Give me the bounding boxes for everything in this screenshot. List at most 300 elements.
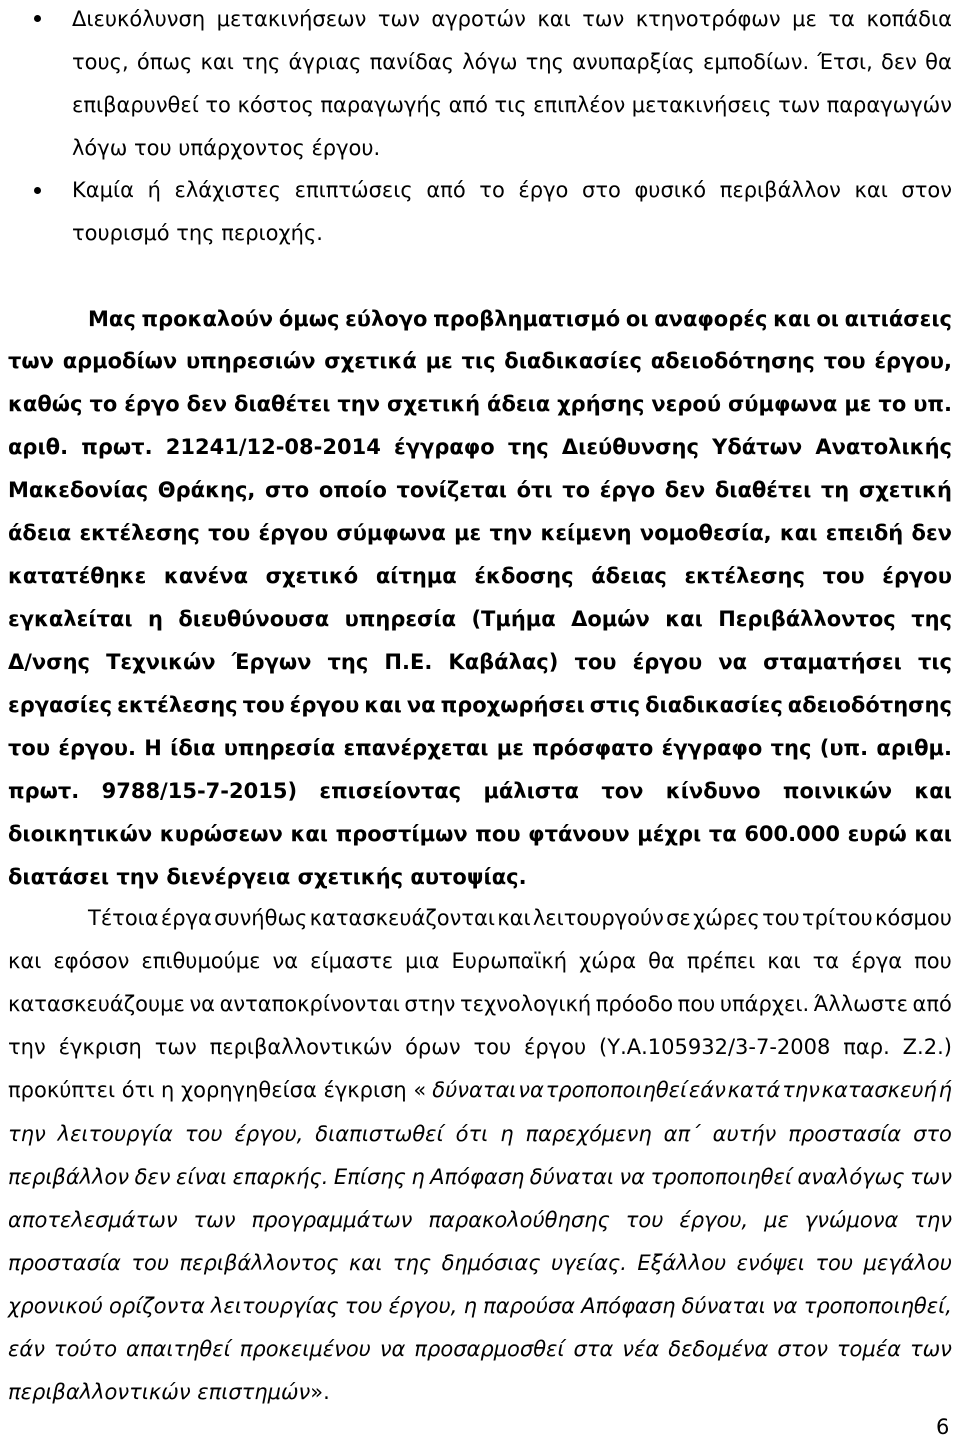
word: επειδή xyxy=(825,521,904,545)
final-paragraph-line-1 xyxy=(88,903,952,933)
word: τις xyxy=(461,349,496,373)
word: δεν xyxy=(186,392,228,416)
word: υπάρχει. xyxy=(719,992,810,1016)
word: επισείοντας xyxy=(319,779,462,803)
word: απαιτηθεί xyxy=(126,1337,231,1361)
word: δεν xyxy=(134,1165,171,1189)
word: με xyxy=(792,7,817,31)
word: τροποποιηθεί xyxy=(650,1165,792,1189)
word: υπ. xyxy=(913,392,952,416)
bold-paragraph-line xyxy=(8,432,952,462)
word: στο xyxy=(265,478,310,502)
word: Δομών xyxy=(571,607,650,631)
word: σύμφωνα xyxy=(727,392,838,416)
word: εύλογο xyxy=(345,307,428,331)
word: σχετικό xyxy=(265,564,359,588)
word: όρων xyxy=(405,1035,461,1059)
word: του xyxy=(823,349,866,373)
word: ότι xyxy=(516,478,553,502)
word: διαδικασίες xyxy=(504,349,642,373)
word: υπηρεσία xyxy=(344,607,457,631)
word: προκαλούν xyxy=(141,307,274,331)
word: στην xyxy=(404,992,456,1016)
word: σύμφωνα xyxy=(336,521,446,545)
word: της xyxy=(525,50,564,74)
word: των xyxy=(778,93,821,117)
word: την xyxy=(489,521,533,545)
word: μέχρι xyxy=(637,822,702,846)
word: 9788/15-7-2015) xyxy=(101,779,298,803)
word: φυσικό xyxy=(634,178,707,202)
word: έργο xyxy=(124,392,180,416)
word: να xyxy=(771,1294,798,1318)
word: άδεια xyxy=(487,392,551,416)
word: Άλλωστε xyxy=(813,992,908,1016)
word: και xyxy=(914,779,952,803)
word: της xyxy=(242,50,281,74)
word: ενόψει xyxy=(736,1251,805,1275)
word: και xyxy=(854,178,888,202)
word: άδεια xyxy=(8,521,72,545)
word: Θράκης, xyxy=(157,478,256,502)
word: και xyxy=(364,693,402,717)
word: έργο xyxy=(518,178,569,202)
word: Υδάτων xyxy=(712,435,803,459)
word: με xyxy=(496,736,524,760)
word: που xyxy=(914,949,952,973)
word: του xyxy=(815,1251,854,1275)
word: που xyxy=(677,992,716,1016)
word: μάλιστα xyxy=(483,779,579,803)
word: προγραμμάτων xyxy=(251,1208,413,1232)
word: θα xyxy=(648,949,675,973)
final-paragraph-line-5 xyxy=(8,1075,952,1105)
word: λειτουργία xyxy=(57,1122,173,1146)
bullet-dot xyxy=(34,15,41,22)
word: του xyxy=(625,1208,664,1232)
quote-line xyxy=(8,1291,952,1321)
word: την xyxy=(337,392,381,416)
word: διαπιστωθεί xyxy=(315,1122,444,1146)
word: και xyxy=(779,521,818,545)
word: διαδικασίες xyxy=(645,693,783,717)
word: κανένα xyxy=(163,564,248,588)
word: του xyxy=(574,650,617,674)
word: σχετική xyxy=(387,392,481,416)
word: μια xyxy=(405,949,440,973)
word: καθώς xyxy=(8,392,83,416)
word: ή xyxy=(147,178,161,202)
word: παραγωγής xyxy=(320,93,443,117)
word: αρμοδίων xyxy=(62,349,178,373)
bold-paragraph-line xyxy=(8,776,952,806)
final-paragraph-last-line xyxy=(8,1377,330,1407)
word: να xyxy=(406,693,436,717)
word: τεχνολογική xyxy=(459,992,592,1016)
word: Μακεδονίας xyxy=(8,478,149,502)
word: όμως xyxy=(278,307,340,331)
word: ή xyxy=(938,1078,952,1102)
word: περιβάλλον xyxy=(8,1165,130,1189)
word: και xyxy=(200,50,234,74)
word: της xyxy=(392,1251,432,1275)
word: ελάχιστες xyxy=(174,178,281,202)
word: το xyxy=(479,178,505,202)
word: Έργων xyxy=(231,650,312,674)
word: χρονικού xyxy=(8,1294,103,1318)
word: στον xyxy=(901,178,952,202)
word: Ανατολικής xyxy=(815,435,952,459)
word: υπηρεσία xyxy=(223,736,336,760)
bold-paragraph-line xyxy=(8,518,952,548)
bold-paragraph-line xyxy=(8,561,952,591)
word: της xyxy=(327,650,369,674)
word: το xyxy=(89,392,118,416)
final-paragraph-line-2 xyxy=(8,946,952,976)
word: τονίζεται xyxy=(396,478,507,502)
word: επιθυμούμε xyxy=(141,949,261,973)
word: και xyxy=(767,949,801,973)
word: εάν xyxy=(8,1337,45,1361)
word: και xyxy=(537,7,571,31)
word: Δ/νσης xyxy=(8,650,90,674)
word: εφόσον xyxy=(53,949,130,973)
word: Π.Ε. xyxy=(384,650,433,674)
word: κατά xyxy=(727,1078,781,1102)
word: λειτουργίας xyxy=(210,1294,339,1318)
word: του xyxy=(208,521,251,545)
word: έργου, xyxy=(679,1208,749,1232)
quote-line xyxy=(8,1162,952,1192)
word: να xyxy=(718,650,748,674)
word: αποτελεσμάτων xyxy=(8,1208,178,1232)
word: την xyxy=(8,1035,46,1059)
bold-paragraph-line xyxy=(88,304,952,334)
word: συνήθως xyxy=(214,906,308,930)
word: στις xyxy=(589,693,641,717)
word: λόγω xyxy=(462,50,518,74)
word: έκδοσης xyxy=(474,564,574,588)
word: παρακολούθησης xyxy=(428,1208,610,1232)
bold-paragraph-line xyxy=(8,647,952,677)
word: έργου, xyxy=(234,1122,304,1146)
word: άδειας xyxy=(591,564,667,588)
word: προστίμων xyxy=(335,822,468,846)
word: Καμία xyxy=(72,178,134,202)
word: τις xyxy=(494,93,527,117)
word: του xyxy=(184,1122,223,1146)
word: οι xyxy=(625,307,649,331)
bold-paragraph-line xyxy=(8,733,952,763)
word: σχετικά xyxy=(324,349,417,373)
word: έργα xyxy=(851,949,903,973)
word: με xyxy=(844,392,872,416)
word: στα xyxy=(573,1337,614,1361)
word: πανίδας xyxy=(369,50,454,74)
word: δύναται xyxy=(529,1165,614,1189)
word: μεγάλου xyxy=(863,1251,952,1275)
word: δεδομένα xyxy=(668,1337,769,1361)
word: ορίζοντα xyxy=(109,1294,205,1318)
word: χώρα xyxy=(579,949,637,973)
word: αγροτών xyxy=(431,7,526,31)
word: θα xyxy=(925,50,952,74)
word: του xyxy=(822,564,865,588)
word: έργο xyxy=(599,478,656,502)
word: όπως xyxy=(136,50,193,74)
word: Απόφαση xyxy=(581,1294,676,1318)
word: Έτσι, xyxy=(817,50,873,74)
bullet-1-line-3 xyxy=(72,90,952,120)
word: αριθμ. xyxy=(876,736,952,760)
word: ανυπαρξίας xyxy=(572,50,695,74)
word: υπηρεσιών xyxy=(185,349,316,373)
word: δεν xyxy=(911,521,952,545)
word: τούτο xyxy=(53,1337,118,1361)
word: εκτέλεσης xyxy=(684,564,805,588)
word: επιπτώσεις xyxy=(294,178,413,202)
word: της xyxy=(770,736,812,760)
word: των xyxy=(377,7,420,31)
word: παρούσα xyxy=(483,1294,576,1318)
word: εκτέλεσης xyxy=(79,521,200,545)
word: στο xyxy=(913,1122,952,1146)
word: την xyxy=(782,1078,820,1102)
word: φτάνουν xyxy=(528,822,630,846)
word: Περιβάλλοντος xyxy=(718,607,896,631)
word: τρίτου xyxy=(801,906,873,930)
final-paragraph-line-3 xyxy=(8,989,952,1019)
word: τον xyxy=(601,779,644,803)
word: κατασκευή xyxy=(821,1078,937,1102)
word: χώρες xyxy=(693,906,760,930)
word: κατασκευάζουμε xyxy=(8,992,185,1016)
word: των xyxy=(8,349,54,373)
word: αριθ. xyxy=(8,435,69,459)
word: (υπ. xyxy=(819,736,869,760)
word: με xyxy=(425,349,453,373)
word: αιτιάσεις xyxy=(844,307,952,331)
word: αδειοδότησης xyxy=(650,349,815,373)
word: παρεχόμενη xyxy=(525,1122,652,1146)
word: εμποδίων. xyxy=(702,50,810,74)
word: ποινικών xyxy=(782,779,893,803)
word: τομέα xyxy=(836,1337,901,1361)
word: δύναται xyxy=(681,1294,766,1318)
word: με xyxy=(454,521,482,545)
word: δεν xyxy=(880,50,917,74)
word: δεν xyxy=(664,478,706,502)
word: και xyxy=(290,822,328,846)
word: προκειμένου xyxy=(239,1337,371,1361)
word: του xyxy=(344,1294,383,1318)
bold-paragraph-line xyxy=(8,389,952,419)
word: Ευρωπαϊκή xyxy=(451,949,568,973)
word: ανταποκρίνονται xyxy=(219,992,400,1016)
word: την xyxy=(914,1208,952,1232)
word: έργου. xyxy=(58,736,136,760)
word: Μας xyxy=(88,307,136,331)
word: να xyxy=(189,992,216,1016)
word: διαθέτει xyxy=(714,478,812,502)
bullet-1-line-1 xyxy=(72,4,952,34)
word: άγριας xyxy=(288,50,362,74)
word: (Υ.Α.105932/3-7-2008 xyxy=(599,1035,831,1059)
word: και xyxy=(914,822,952,846)
word: τα xyxy=(708,822,737,846)
word: έργου xyxy=(882,564,952,588)
word: εάν xyxy=(688,1078,726,1102)
word: την xyxy=(8,1122,46,1146)
final-paragraph-line-4 xyxy=(8,1032,952,1062)
word: η xyxy=(500,1122,514,1146)
bullet-1-line-4: λόγω του υπάρχοντος έργου. xyxy=(72,136,381,160)
word: περιβάλλον xyxy=(719,178,841,202)
word: τη xyxy=(820,478,850,502)
word: τροποποιηθεί xyxy=(545,1078,688,1102)
bullet-dot xyxy=(34,187,41,194)
word: σε xyxy=(666,906,691,930)
word: και xyxy=(348,1251,383,1275)
word: των xyxy=(582,7,625,31)
word: οποίο xyxy=(318,478,387,502)
word: αίτημα xyxy=(375,564,457,588)
word: Τέτοια xyxy=(88,906,159,930)
quote-close: ». xyxy=(310,1380,330,1404)
word: προστασία xyxy=(8,1251,121,1275)
word: πρωτ. xyxy=(8,779,80,803)
word: η xyxy=(147,607,163,631)
quote-end: περιβαλλοντικών επιστημών xyxy=(8,1380,311,1404)
word: οι xyxy=(816,307,839,331)
word: Επίσης xyxy=(333,1165,406,1189)
word: των xyxy=(193,1208,236,1232)
word: του xyxy=(131,1251,170,1275)
quote-line xyxy=(8,1334,952,1364)
word: δύναται xyxy=(432,1078,517,1102)
word: παραγωγών xyxy=(826,93,952,117)
word: κίνδυνο xyxy=(665,779,761,803)
word: το xyxy=(878,392,907,416)
word: των xyxy=(154,1035,197,1059)
word: ευρώ xyxy=(847,822,907,846)
word: τροποποιηθεί, xyxy=(803,1294,952,1318)
word: λειτουργούν xyxy=(532,906,664,930)
word: προχωρήσει xyxy=(440,693,585,717)
word: διοικητικών xyxy=(8,822,153,846)
word: προστασία xyxy=(788,1122,902,1146)
word: είμαστε xyxy=(310,949,394,973)
word: σχετική xyxy=(858,478,952,502)
word: προσαρμοσθεί xyxy=(414,1337,565,1361)
word: το xyxy=(562,478,591,502)
word: μετακινήσεις xyxy=(631,93,772,117)
word: στον xyxy=(777,1337,828,1361)
quote-start xyxy=(432,1075,952,1105)
word: πρέπει xyxy=(686,949,756,973)
word: κοπάδια xyxy=(866,7,952,31)
word: εγκαλείται xyxy=(8,607,133,631)
word: έργου xyxy=(289,693,360,717)
word: τις xyxy=(917,650,952,674)
word: δημόσιας xyxy=(441,1251,541,1275)
word: κυρώσεων xyxy=(159,822,283,846)
word: να xyxy=(619,1165,645,1189)
word: (Τμήμα xyxy=(471,607,556,631)
bullet-2-line-2: τουρισμό της περιοχής. xyxy=(72,221,323,245)
quote-line xyxy=(8,1205,952,1235)
word: των xyxy=(909,1337,952,1361)
word: αναλόγως xyxy=(797,1165,905,1189)
word: έργου, xyxy=(388,1294,458,1318)
word: επαρκής. xyxy=(232,1165,329,1189)
word: είναι xyxy=(175,1165,228,1189)
word: σταματήσει xyxy=(763,650,902,674)
word: ότι xyxy=(455,1122,489,1146)
word: να xyxy=(379,1337,406,1361)
word: 21241/12-08-2014 xyxy=(165,435,381,459)
word: έργου, xyxy=(874,349,952,373)
word: Διεύθυνσης xyxy=(561,435,699,459)
word: ίδια xyxy=(170,736,216,760)
word: τους, xyxy=(72,50,129,74)
word: του xyxy=(762,906,800,930)
word: αναφορές xyxy=(654,307,768,331)
word: από xyxy=(448,93,488,117)
word: νομοθεσία, xyxy=(639,521,772,545)
word: του xyxy=(242,693,285,717)
word: πρόοδο xyxy=(595,992,674,1016)
word: κόσμου xyxy=(874,906,952,930)
word: κόστος xyxy=(237,93,314,117)
word: περιβάλλοντος xyxy=(179,1251,339,1275)
word: Ζ.2.) xyxy=(902,1035,952,1059)
bold-paragraph-line xyxy=(8,690,952,720)
word: έργου xyxy=(632,650,703,674)
word: περιβαλλοντικών xyxy=(209,1035,393,1059)
word: Καβάλας) xyxy=(448,650,559,674)
quote-line xyxy=(8,1119,952,1149)
word: από xyxy=(912,992,952,1016)
word: τα xyxy=(812,949,840,973)
word: κτηνοτρόφων xyxy=(635,7,781,31)
word: και xyxy=(773,307,811,331)
word: να xyxy=(272,949,299,973)
quote-intro: προκύπτει ότι η χορηγηθείσα έγκριση « xyxy=(8,1078,427,1102)
word: έγγραφο xyxy=(661,736,763,760)
bold-paragraph-line xyxy=(8,475,952,505)
word: το xyxy=(205,93,231,117)
word: παρ. xyxy=(843,1035,890,1059)
word: που xyxy=(475,822,521,846)
word: και xyxy=(497,906,531,930)
word: αδειοδότησης xyxy=(787,693,952,717)
word: τα xyxy=(828,7,855,31)
word: και xyxy=(8,949,42,973)
word: πρόσφατο xyxy=(532,736,654,760)
quote-line xyxy=(8,1248,952,1278)
bold-paragraph-line: διατάσει την διενέργεια σχετικής αυτοψίας. xyxy=(8,865,527,889)
word: της xyxy=(911,607,952,631)
word: αυτήν xyxy=(712,1122,777,1146)
word: εκτέλεσης xyxy=(117,693,238,717)
word: χρήσης xyxy=(557,392,645,416)
word: επιβαρυνθεί xyxy=(72,93,199,117)
word: του xyxy=(473,1035,512,1059)
bold-paragraph-line xyxy=(8,604,952,634)
bold-paragraph-line xyxy=(8,819,952,849)
word: διευθύνουσα xyxy=(178,607,330,631)
